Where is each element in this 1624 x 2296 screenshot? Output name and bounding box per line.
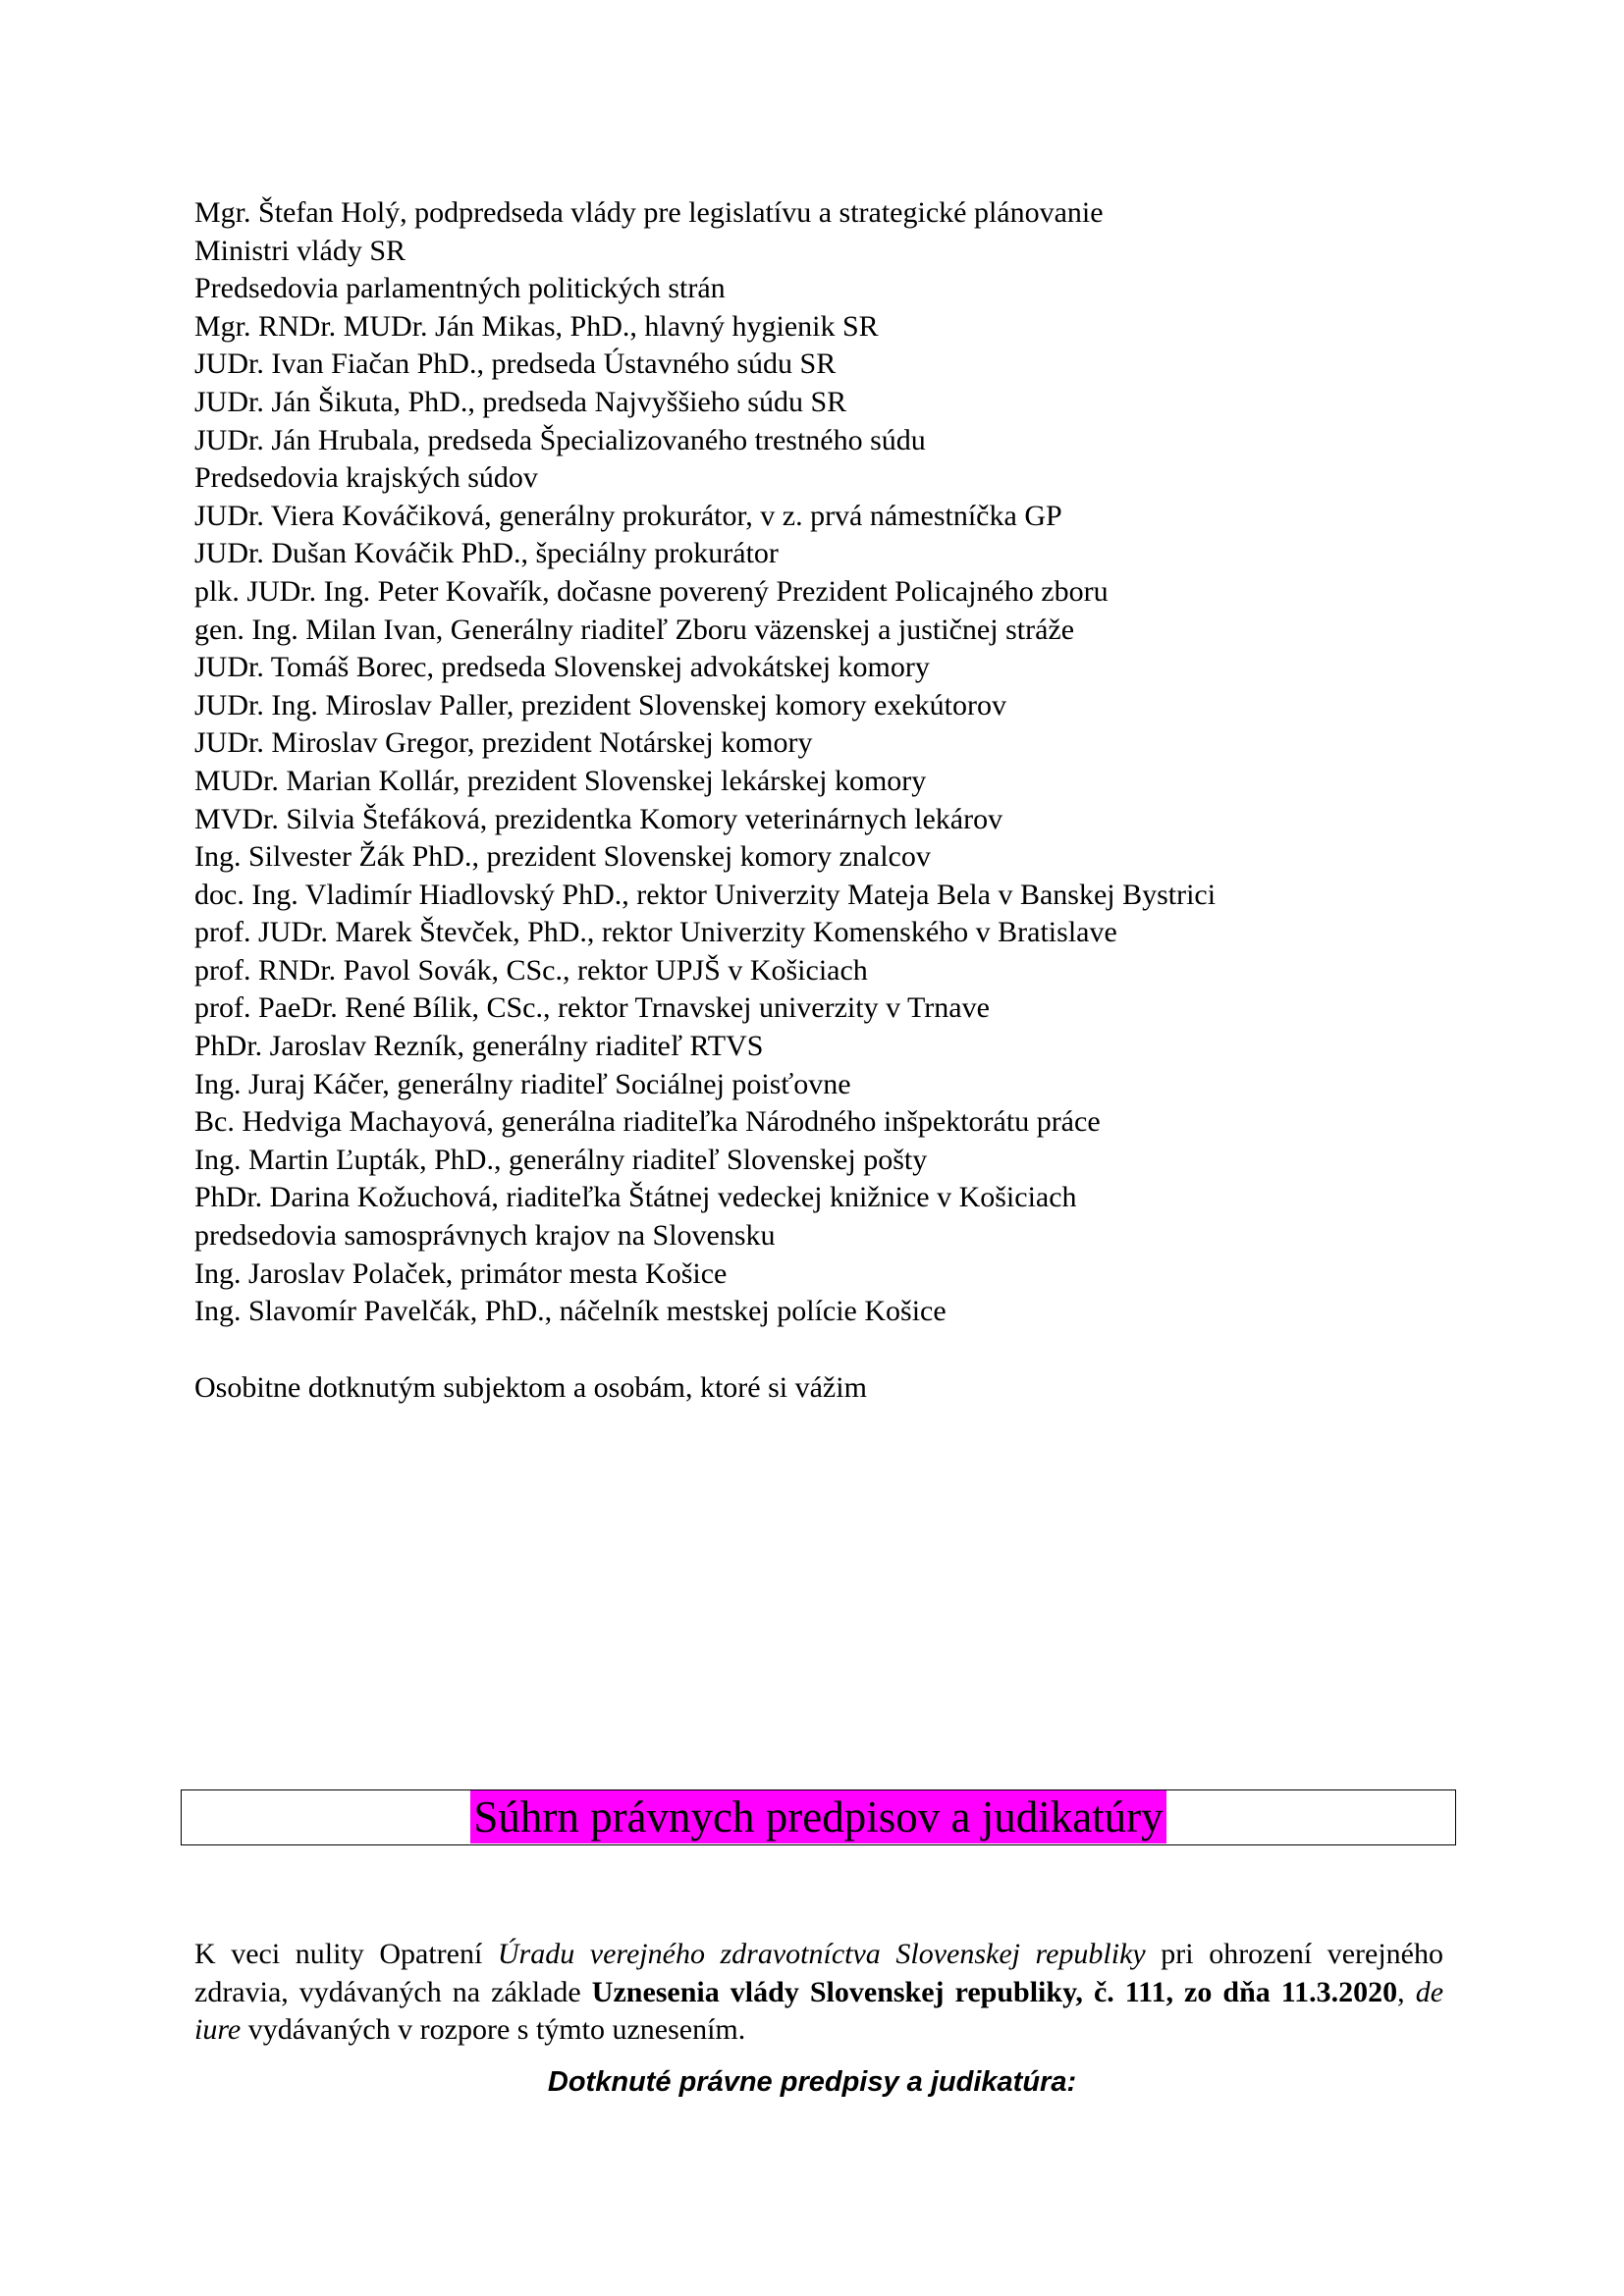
recipient-line: Bc. Hedviga Machayová, generálna riaditeľka Národného inšpektorátu práce <box>194 1105 1101 1139</box>
recipient-line: JUDr. Miroslav Gregor, prezident Notárskej komory <box>194 726 813 760</box>
recipient-line: plk. JUDr. Ing. Peter Kovařík, dočasne poverený Prezident Policajného zboru <box>194 574 1109 608</box>
recipient-line: gen. Ing. Milan Ivan, Generálny riaditeľ Zboru väzenskej a justičnej stráže <box>194 613 1075 646</box>
recipient-line: MVDr. Silvia Štefáková, prezidentka Komory veterinárnych lekárov <box>194 802 1003 835</box>
recipient-line: doc. Ing. Vladimír Hiadlovský PhD., rektor Univerzity Mateja Bela v Banskej Bystrici <box>194 878 1217 911</box>
recipient-line: JUDr. Viera Kováčiková, generálny prokurátor, v z. prvá námestníčka GP <box>194 499 1062 532</box>
recipient-line: Predsedovia krajských súdov <box>194 461 538 495</box>
recipient-line: JUDr. Ivan Fiačan PhD., predseda Ústavného súdu SR <box>194 347 837 381</box>
recipient-line: JUDr. Tomáš Borec, predseda Slovenskej advokátskej komory <box>194 651 930 684</box>
intro-text: pri ohrození verejného zdravia, vydávaných na základe <box>194 1938 1443 2008</box>
intro-de-iure: de iure <box>194 1975 1444 2046</box>
intro-paragraph <box>194 1936 1443 2050</box>
recipient-line: PhDr. Jaroslav Rezník, generálny riaditeľ RTVS <box>194 1030 764 1063</box>
recipient-line: Ministri vlády SR <box>194 234 406 267</box>
recipient-line: MUDr. Marian Kollár, prezident Slovenskej lekárskej komory <box>194 764 927 797</box>
recipient-line: Ing. Juraj Káčer, generálny riaditeľ Sociálnej poisťovne <box>194 1067 851 1100</box>
intro-authority: Úradu verejného zdravotníctva Slovenskej republiky <box>497 1938 1146 1970</box>
intro-text: vydávaných v rozpore s týmto uznesením. <box>241 2013 746 2046</box>
intro-text: K veci nulity Opatrení <box>194 1938 498 1970</box>
recipient-line: JUDr. Dušan Kováčik PhD., špeciálny prokurátor <box>194 537 779 570</box>
intro-resolution: Uznesenia vlády Slovenskej republiky, č. 111, zo dňa 11.3.2020 <box>591 1975 1398 2008</box>
recipient-line: prof. JUDr. Marek Števček, PhD., rektor Univerzity Komenského v Bratislave <box>194 916 1117 949</box>
recipient-line: Mgr. Štefan Holý, podpredseda vlády pre legislatívu a strategické plánovanie <box>194 196 1104 229</box>
recipient-line: JUDr. Ján Šikuta, PhD., predseda Najvyššieho súdu SR <box>194 385 847 418</box>
recipient-line: Ing. Slavomír Pavelčák, PhD., náčelník mestskej polície Košice <box>194 1295 947 1328</box>
recipient-line: prof. RNDr. Pavol Sovák, CSc., rektor UPJŠ v Košiciach <box>194 953 868 987</box>
subheading: Dotknuté právne predpisy a judikatúra: <box>547 2066 1077 2098</box>
recipient-line: Ing. Jaroslav Polaček, primátor mesta Košice <box>194 1256 728 1290</box>
closing-line: Osobitne dotknutým subjektom a osobám, ktoré si vážim <box>194 1371 867 1404</box>
recipient-line: PhDr. Darina Kožuchová, riaditeľka Štátnej vedeckej knižnice v Košiciach <box>194 1181 1077 1214</box>
recipient-line: prof. PaeDr. René Bílik, CSc., rektor Trnavskej univerzity v Trnave <box>194 991 990 1025</box>
recipient-line: predsedovia samosprávnych krajov na Slovensku <box>194 1219 776 1253</box>
section-title: Súhrn právnych predpisov a judikatúry <box>470 1790 1165 1843</box>
recipient-line: Mgr. RNDr. MUDr. Ján Mikas, PhD., hlavný hygienik SR <box>194 309 879 343</box>
recipient-list <box>194 194 1471 1331</box>
recipient-line: Ing. Martin Ľupták, PhD., generálny riaditeľ Slovenskej pošty <box>194 1143 928 1176</box>
recipient-line: Predsedovia parlamentných politických strán <box>194 272 726 305</box>
section-title-box <box>181 1789 1456 1845</box>
recipient-line: JUDr. Ján Hrubala, predseda Špecializovaného trestného súdu <box>194 423 926 456</box>
intro-text: , <box>1397 1975 1416 2008</box>
recipient-line: Ing. Silvester Žák PhD., prezident Slovenskej komory znalcov <box>194 840 931 874</box>
recipient-line: JUDr. Ing. Miroslav Paller, prezident Slovenskej komory exekútorov <box>194 688 1006 721</box>
